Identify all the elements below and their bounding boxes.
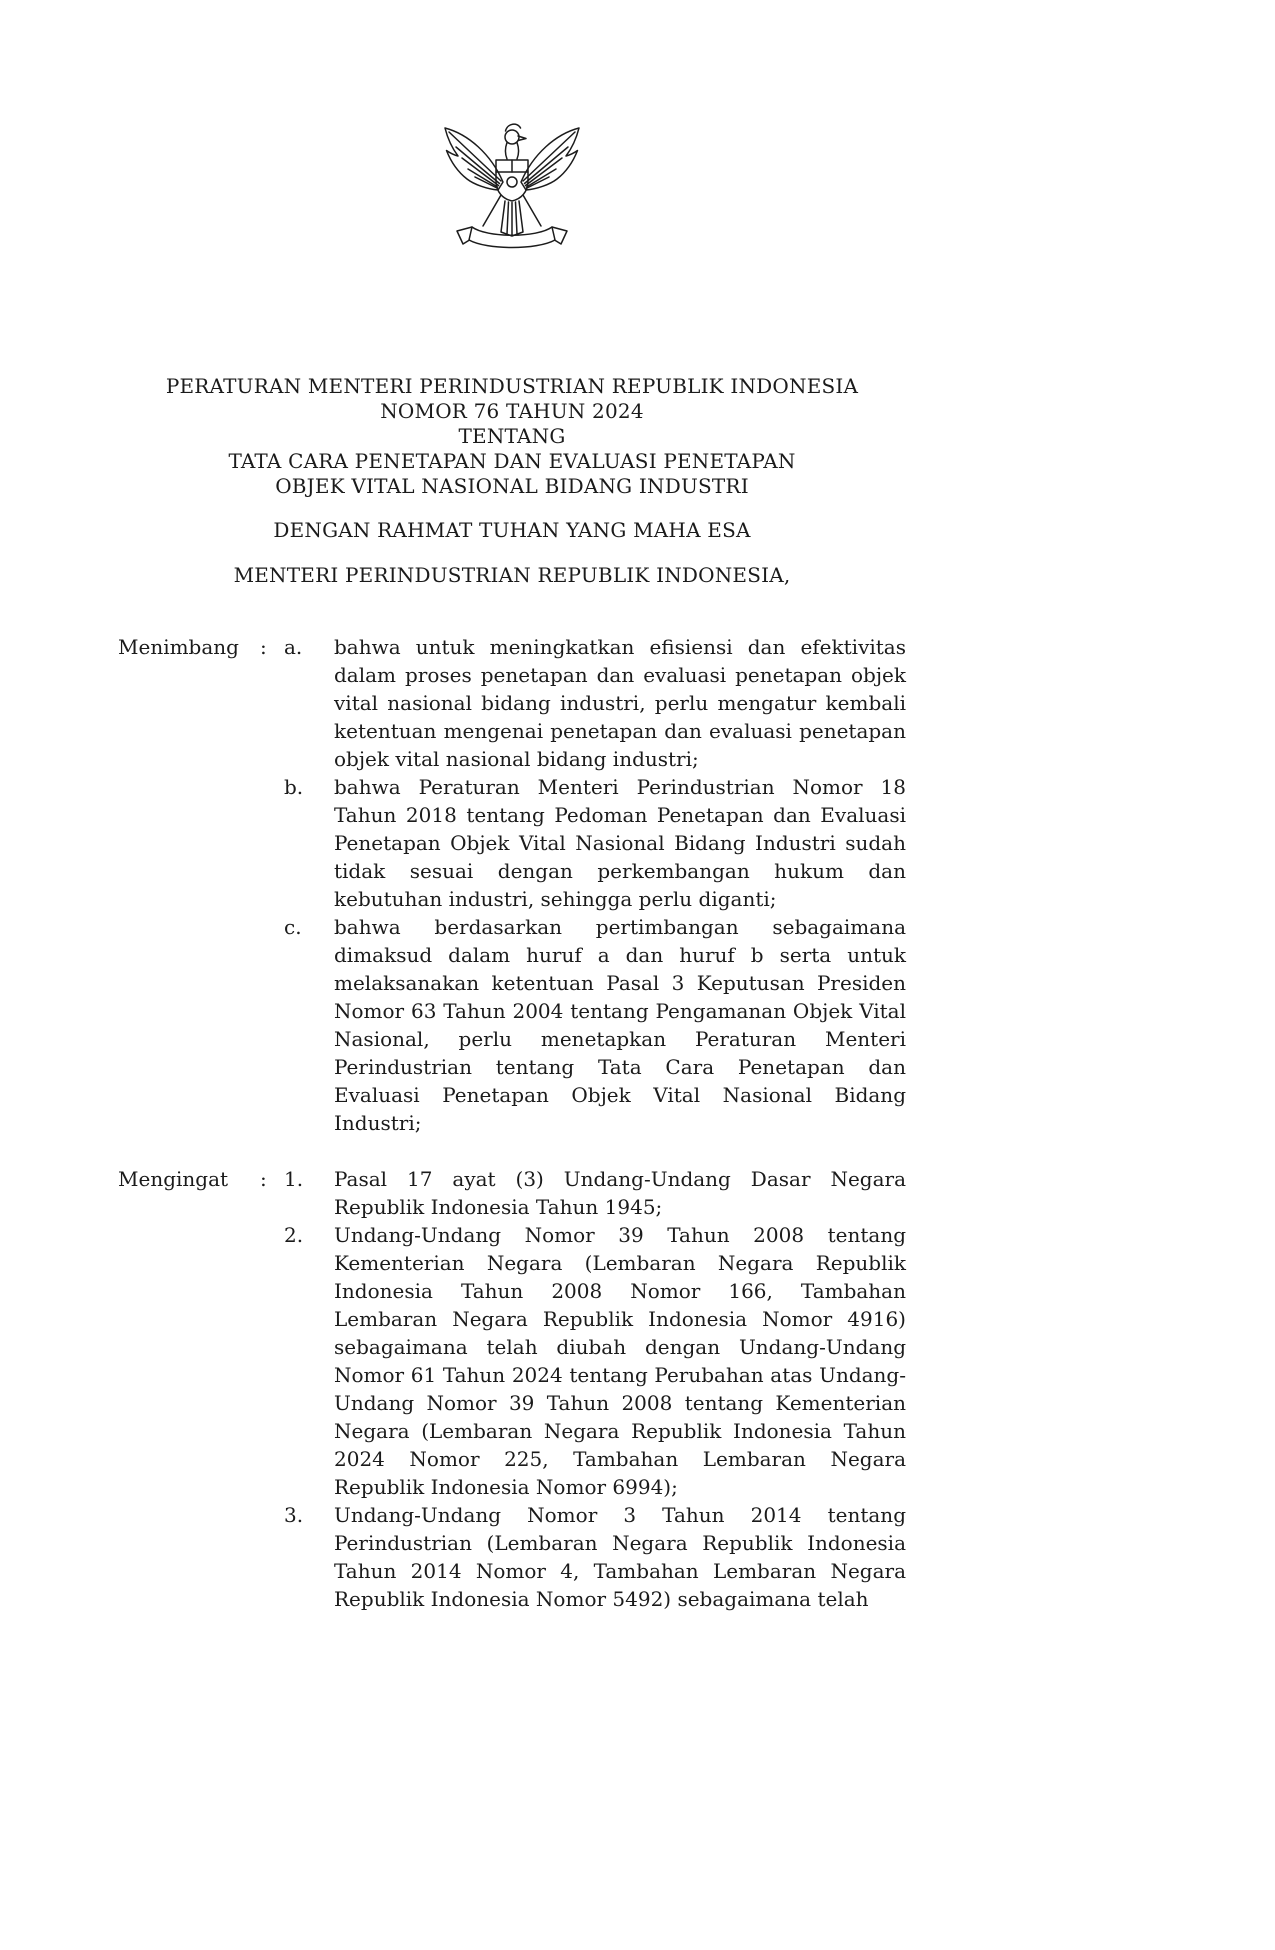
item-text: bahwa untuk meningkatkan efisiensi dan efektivitas dalam proses penetapan dan evaluasi penetapan objek vital nasional bidang industri, perlu mengatur kembali ketentuan mengenai penetapan dan evaluasi penetapan objek vital nasional bidang industri; — [334, 635, 906, 771]
item-text: bahwa berdasarkan pertimbangan sebagaimana dimaksud dalam huruf a dan huruf b serta untuk melaksanakan ketentuan Pasal 3 Keputusan Presiden Nomor 63 Tahun 2004 tentang Pengamanan Objek Vital Nasional, perlu menetapkan Peraturan Menteri Perindustrian tentang Tata Cara Penetapan dan Evaluasi Penetapan Objek Vital Nasional Bidang Industri; — [334, 915, 906, 1135]
section-menimbang-items — [284, 633, 906, 1137]
item-marker: 3. — [284, 1503, 304, 1527]
section-menimbang-colon: : — [260, 635, 267, 659]
item-marker: b. — [284, 775, 304, 799]
item-text: Undang-Undang Nomor 39 Tahun 2008 tentang Kementerian Negara (Lembaran Negara Republik Indonesia Tahun 2008 Nomor 166, Tambahan Lembaran Negara Republik Indonesia Nomor 4916) sebagaimana telah diubah dengan Undang-Undang Nomor 61 Tahun 2024 tentang Perubahan atas Undang-Undang Nomor 39 Tahun 2008 tentang Kementerian Negara (Lembaran Negara Republik Indonesia Tahun 2024 Nomor 225, Tambahan Lembaran Negara Republik Indonesia Nomor 6994); — [334, 1223, 906, 1499]
invocation-line: DENGAN RAHMAT TUHAN YANG MAHA ESA — [273, 518, 751, 542]
item-text: bahwa Peraturan Menteri Perindustrian Nomor 18 Tahun 2018 tentang Pedoman Penetapan dan Evaluasi Penetapan Objek Vital Nasional Bidang Industri sudah tidak sesuai dengan perkembangan hukum dan kebutuhan industri, sehingga perlu diganti; — [334, 775, 906, 911]
title-line-2: NOMOR 76 TAHUN 2024 — [380, 399, 644, 423]
title-line-4: TATA CARA PENETAPAN DAN EVALUASI PENETAPAN — [228, 449, 796, 473]
document-title-block — [118, 374, 906, 499]
garuda-pancasila-icon — [437, 106, 587, 266]
list-item — [284, 1165, 906, 1221]
list-item — [284, 913, 906, 1137]
section-mengingat-label: Mengingat — [118, 1167, 229, 1191]
list-item — [284, 773, 906, 913]
list-item — [284, 633, 906, 773]
item-marker: 1. — [284, 1167, 304, 1191]
item-text: Undang-Undang Nomor 3 Tahun 2014 tentang Perindustrian (Lembaran Negara Republik Indonesia Tahun 2014 Nomor 4, Tambahan Lembaran Negara Republik Indonesia Nomor 5492) sebagaimana telah — [334, 1503, 906, 1611]
document-content — [118, 106, 906, 1613]
section-mengingat-colon: : — [260, 1167, 267, 1191]
item-marker: a. — [284, 635, 303, 659]
title-line-1: PERATURAN MENTERI PERINDUSTRIAN REPUBLIK INDONESIA — [165, 374, 859, 398]
garuda-pancasila-emblem — [118, 106, 906, 266]
title-line-3: TENTANG — [458, 424, 566, 448]
list-item — [284, 1501, 906, 1613]
section-mengingat-items — [284, 1165, 906, 1613]
section-menimbang — [118, 633, 906, 1137]
section-mengingat — [118, 1165, 906, 1613]
item-text: Pasal 17 ayat (3) Undang-Undang Dasar Negara Republik Indonesia Tahun 1945; — [334, 1167, 906, 1219]
title-line-5: OBJEK VITAL NASIONAL BIDANG INDUSTRI — [275, 474, 749, 498]
list-item — [284, 1221, 906, 1501]
item-marker: c. — [284, 915, 302, 939]
section-menimbang-label: Menimbang — [118, 635, 239, 659]
authority-line: MENTERI PERINDUSTRIAN REPUBLIK INDONESIA, — [233, 563, 791, 587]
item-marker: 2. — [284, 1223, 304, 1247]
